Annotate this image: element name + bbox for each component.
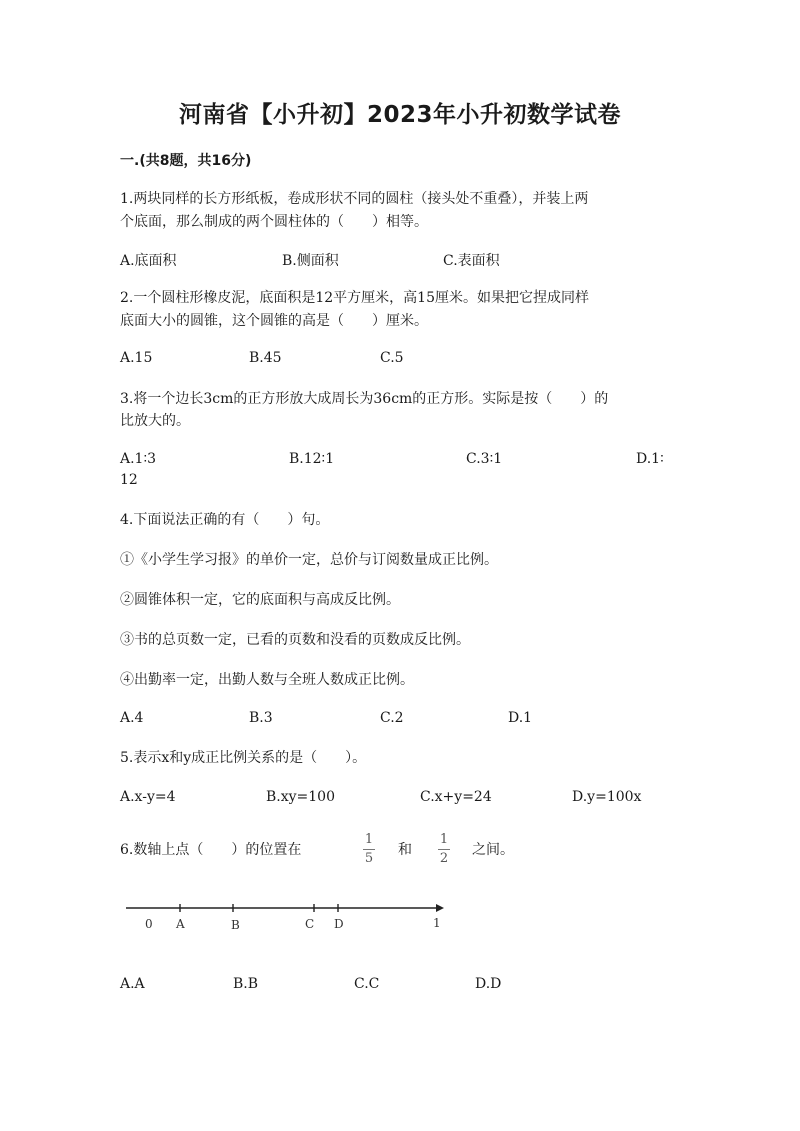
- q4-statement-3: ③书的总页数一定，已看的页数和没看的页数成反比例。: [120, 632, 470, 648]
- q5-option-d[interactable]: D.y=100x: [572, 789, 642, 805]
- fraction-numerator: 1: [439, 832, 449, 847]
- q4-statement-1: ①《小学生学习报》的单价一定，总价与订阅数量成正比例。: [120, 552, 498, 568]
- fraction-one-half: [435, 832, 453, 866]
- q4-statement-2: ②圆锥体积一定，它的底面积与高成反比例。: [120, 592, 400, 608]
- fraction-one-fifth: [360, 832, 378, 866]
- q3-option-d-wrap: 12: [120, 472, 138, 488]
- axis-label-1: 1: [433, 916, 441, 930]
- q6-option-b[interactable]: B.B: [233, 976, 259, 992]
- q6-stem-a: 6.数轴上点（ ）的位置在: [120, 842, 302, 858]
- q3-stem-line2: 比放大的。: [120, 413, 190, 429]
- fraction-denominator: 2: [439, 851, 449, 866]
- number-line: [118, 895, 458, 940]
- q3-stem-line1: 3.将一个边长3cm的正方形放大成周长为36cm的正方形。实际是按（ ）的: [120, 391, 609, 407]
- q6-stem-c: 之间。: [472, 842, 514, 858]
- q1-option-c[interactable]: C.表面积: [443, 253, 500, 269]
- section-header: 一.(共8题，共16分): [120, 153, 252, 169]
- q3-option-a[interactable]: A.1∶3: [120, 451, 157, 467]
- q1-option-a[interactable]: A.底面积: [120, 253, 177, 269]
- q5-stem: 5.表示x和y成正比例关系的是（ ）。: [120, 750, 367, 766]
- q3-option-c[interactable]: C.3∶1: [466, 451, 503, 467]
- q1-option-b[interactable]: B.侧面积: [282, 253, 339, 269]
- q2-stem-line1: 2.一个圆柱形橡皮泥，底面积是12平方厘米，高15厘米。如果把它捏成同样: [120, 290, 589, 306]
- q2-option-b[interactable]: B.45: [249, 350, 282, 366]
- axis-arrow-icon: [436, 904, 444, 912]
- q4-stem: 4.下面说法正确的有（ ）句。: [120, 512, 330, 528]
- q2-option-c[interactable]: C.5: [380, 350, 404, 366]
- q6-option-c[interactable]: C.C: [354, 976, 380, 992]
- q2-stem-line2: 底面大小的圆锥，这个圆锥的高是（ ）厘米。: [120, 313, 428, 329]
- q6-option-a[interactable]: A.A: [120, 976, 145, 992]
- axis-label-d: D: [334, 917, 344, 931]
- q1-stem-line2: 个底面，那么制成的两个圆柱体的（ ）相等。: [120, 214, 428, 230]
- q5-option-c[interactable]: C.x+y=24: [420, 789, 492, 805]
- fraction-numerator: 1: [364, 832, 374, 847]
- q4-option-a[interactable]: A.4: [120, 710, 144, 726]
- q5-option-b[interactable]: B.xy=100: [266, 789, 335, 805]
- fraction-denominator: 5: [364, 851, 374, 866]
- axis-label-b: B: [231, 918, 240, 932]
- fraction-bar: [363, 849, 375, 850]
- q4-statement-4: ④出勤率一定，出勤人数与全班人数成正比例。: [120, 672, 414, 688]
- q4-option-c[interactable]: C.2: [380, 710, 404, 726]
- q3-option-d[interactable]: D.1∶: [636, 451, 664, 467]
- q4-option-b[interactable]: B.3: [249, 710, 273, 726]
- page-title: 河南省【小升初】2023年小升初数学试卷: [178, 102, 621, 128]
- q4-option-d[interactable]: D.1: [508, 710, 533, 726]
- axis-label-a: A: [176, 917, 185, 931]
- axis-label-c: C: [305, 917, 315, 931]
- q2-option-a[interactable]: A.15: [120, 350, 153, 366]
- q6-stem-b: 和: [398, 842, 412, 858]
- q6-option-d[interactable]: D.D: [475, 976, 502, 992]
- q5-option-a[interactable]: A.x-y=4: [120, 789, 176, 805]
- fraction-bar: [438, 849, 450, 850]
- q1-stem-line1: 1.两块同样的长方形纸板，卷成形状不同的圆柱（接头处不重叠），并装上两: [120, 191, 589, 207]
- q3-option-b[interactable]: B.12∶1: [289, 451, 335, 467]
- axis-label-0: 0: [145, 917, 153, 931]
